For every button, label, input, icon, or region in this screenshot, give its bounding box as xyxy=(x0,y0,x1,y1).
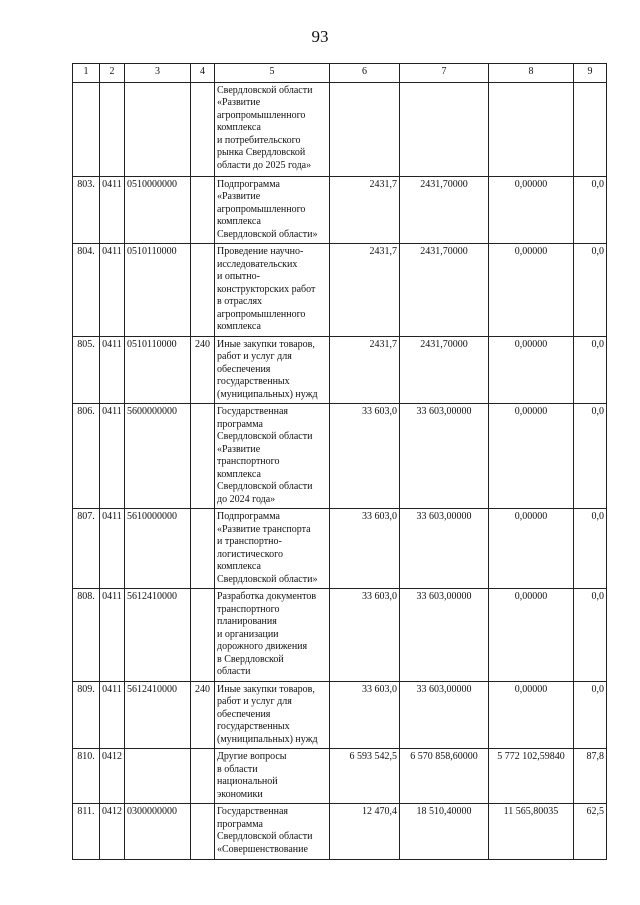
page-number: 93 xyxy=(311,27,329,46)
percent-cell: 0,0 xyxy=(574,589,607,682)
executed-amount-cell: 0,00000 xyxy=(489,176,574,244)
budget-amount-cell: 33 603,00000 xyxy=(400,589,489,682)
section-code-cell: 0411 xyxy=(100,681,125,749)
item-name-cell: Государственная программа Свердловской области «Совершенствование xyxy=(215,804,330,860)
target-article-cell: 0510110000 xyxy=(125,336,191,404)
item-name-cell: Проведение научно- исследовательских и опытно- конструкторских работ в отраслях агропромышленного комплекса xyxy=(215,244,330,337)
executed-amount-cell: 0,00000 xyxy=(489,336,574,404)
approved-amount-cell xyxy=(330,82,400,176)
target-article-cell xyxy=(125,749,191,804)
section-code-cell: 0411 xyxy=(100,244,125,337)
expense-type-cell xyxy=(191,404,215,509)
executed-amount-cell: 5 772 102,59840 xyxy=(489,749,574,804)
expense-type-cell: 240 xyxy=(191,336,215,404)
row-number-cell: 807. xyxy=(73,509,100,589)
header-cell: 1 xyxy=(73,64,100,83)
target-article-cell: 5610000000 xyxy=(125,509,191,589)
target-article-cell: 0510000000 xyxy=(125,176,191,244)
approved-amount-cell: 33 603,0 xyxy=(330,404,400,509)
table-row xyxy=(73,404,607,509)
target-article-cell: 5612410000 xyxy=(125,681,191,749)
table-row xyxy=(73,681,607,749)
header-cell: 2 xyxy=(100,64,125,83)
percent-cell: 0,0 xyxy=(574,404,607,509)
approved-amount-cell: 2431,7 xyxy=(330,176,400,244)
section-code-cell: 0412 xyxy=(100,749,125,804)
table-row xyxy=(73,509,607,589)
approved-amount-cell: 2431,7 xyxy=(330,336,400,404)
expense-type-cell xyxy=(191,176,215,244)
percent-cell: 0,0 xyxy=(574,509,607,589)
budget-amount-cell xyxy=(400,82,489,176)
expense-type-cell: 240 xyxy=(191,681,215,749)
header-cell: 6 xyxy=(330,64,400,83)
percent-cell xyxy=(574,82,607,176)
target-article-cell: 0510110000 xyxy=(125,244,191,337)
budget-amount-cell: 2431,70000 xyxy=(400,244,489,337)
table-row xyxy=(73,244,607,337)
header-cell: 4 xyxy=(191,64,215,83)
header-cell: 9 xyxy=(574,64,607,83)
table-row xyxy=(73,749,607,804)
approved-amount-cell: 12 470,4 xyxy=(330,804,400,860)
table-row xyxy=(73,804,607,860)
target-article-cell: 0300000000 xyxy=(125,804,191,860)
approved-amount-cell: 33 603,0 xyxy=(330,681,400,749)
target-article-cell xyxy=(125,82,191,176)
approved-amount-cell: 6 593 542,5 xyxy=(330,749,400,804)
row-number-cell: 810. xyxy=(73,749,100,804)
header-cell: 7 xyxy=(400,64,489,83)
header-cell: 5 xyxy=(215,64,330,83)
approved-amount-cell: 2431,7 xyxy=(330,244,400,337)
percent-cell: 87,8 xyxy=(574,749,607,804)
row-number-cell xyxy=(73,82,100,176)
executed-amount-cell: 0,00000 xyxy=(489,244,574,337)
approved-amount-cell: 33 603,0 xyxy=(330,589,400,682)
section-code-cell: 0411 xyxy=(100,589,125,682)
section-code-cell: 0411 xyxy=(100,509,125,589)
item-name-cell: Иные закупки товаров, работ и услуг для обеспечения государственных (муниципальных) нужд xyxy=(215,681,330,749)
percent-cell: 0,0 xyxy=(574,244,607,337)
table-row xyxy=(73,82,607,176)
executed-amount-cell: 0,00000 xyxy=(489,509,574,589)
budget-amount-cell: 2431,70000 xyxy=(400,176,489,244)
target-article-cell: 5612410000 xyxy=(125,589,191,682)
executed-amount-cell xyxy=(489,82,574,176)
header-row xyxy=(73,64,607,83)
row-number-cell: 811. xyxy=(73,804,100,860)
percent-cell: 0,0 xyxy=(574,176,607,244)
executed-amount-cell: 0,00000 xyxy=(489,681,574,749)
expense-type-cell xyxy=(191,749,215,804)
budget-amount-cell: 33 603,00000 xyxy=(400,404,489,509)
budget-amount-cell: 6 570 858,60000 xyxy=(400,749,489,804)
item-name-cell: Государственная программа Свердловской области «Развитие транспортного комплекса Свердловской области до 2024 года» xyxy=(215,404,330,509)
percent-cell: 0,0 xyxy=(574,336,607,404)
budget-amount-cell: 18 510,40000 xyxy=(400,804,489,860)
row-number-cell: 809. xyxy=(73,681,100,749)
row-number-cell: 806. xyxy=(73,404,100,509)
table-row xyxy=(73,336,607,404)
row-number-cell: 808. xyxy=(73,589,100,682)
row-number-cell: 803. xyxy=(73,176,100,244)
section-code-cell: 0411 xyxy=(100,404,125,509)
item-name-cell: Другие вопросы в области национальной экономики xyxy=(215,749,330,804)
item-name-cell: Разработка документов транспортного планирования и организации дорожного движения в Свердловской области xyxy=(215,589,330,682)
header-cell: 8 xyxy=(489,64,574,83)
expense-type-cell xyxy=(191,244,215,337)
item-name-cell: Подпрограмма «Развитие транспорта и транспортно- логистического комплекса Свердловской области» xyxy=(215,509,330,589)
section-code-cell: 0411 xyxy=(100,336,125,404)
row-number-cell: 805. xyxy=(73,336,100,404)
item-name-cell: Иные закупки товаров, работ и услуг для обеспечения государственных (муниципальных) нужд xyxy=(215,336,330,404)
expense-type-cell xyxy=(191,509,215,589)
item-name-cell: Свердловской области «Развитие агропромышленного комплекса и потребительского рынка Свердловской области до 2025 года» xyxy=(215,82,330,176)
percent-cell: 0,0 xyxy=(574,681,607,749)
header-cell: 3 xyxy=(125,64,191,83)
executed-amount-cell: 0,00000 xyxy=(489,404,574,509)
expense-type-cell xyxy=(191,589,215,682)
approved-amount-cell: 33 603,0 xyxy=(330,509,400,589)
row-number-cell: 804. xyxy=(73,244,100,337)
section-code-cell: 0412 xyxy=(100,804,125,860)
item-name-cell: Подпрограмма «Развитие агропромышленного комплекса Свердловской области» xyxy=(215,176,330,244)
expense-type-cell xyxy=(191,804,215,860)
target-article-cell: 5600000000 xyxy=(125,404,191,509)
section-code-cell: 0411 xyxy=(100,176,125,244)
budget-amount-cell: 2431,70000 xyxy=(400,336,489,404)
executed-amount-cell: 0,00000 xyxy=(489,589,574,682)
budget-amount-cell: 33 603,00000 xyxy=(400,681,489,749)
percent-cell: 62,5 xyxy=(574,804,607,860)
budget-amount-cell: 33 603,00000 xyxy=(400,509,489,589)
table-row xyxy=(73,589,607,682)
table-row xyxy=(73,176,607,244)
budget-table xyxy=(72,63,607,860)
expense-type-cell xyxy=(191,82,215,176)
section-code-cell xyxy=(100,82,125,176)
executed-amount-cell: 11 565,80035 xyxy=(489,804,574,860)
